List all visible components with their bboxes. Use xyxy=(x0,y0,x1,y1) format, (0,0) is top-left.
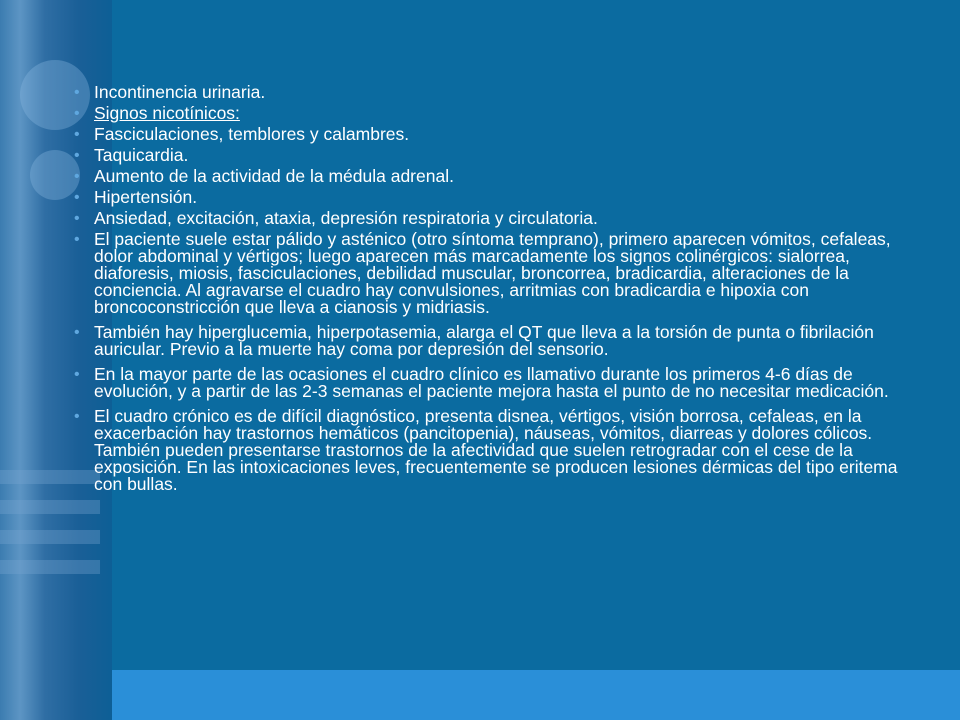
bullet-icon: • xyxy=(74,366,80,383)
item-text: El cuadro crónico es de difícil diagnóstico, presenta disnea, vértigos, visión borrosa, cefaleas, en la exacerbación hay trastornos hemáticos (pancitopenia), náuseas, vómitos, diarreas y dolores cólicos. También pueden presentarse trastornos de la afectividad que suelen retrogradar con el cese de la exposición. En las intoxicaciones leves, frecuentemente se producen lesiones dérmicas del tipo eritema con bullas. xyxy=(94,406,898,494)
section-heading: Signos nicotínicos: xyxy=(94,103,240,123)
bullet-icon: • xyxy=(74,84,80,101)
bullet-icon: • xyxy=(74,408,80,425)
list-item xyxy=(74,103,920,123)
bullet-icon: • xyxy=(74,105,80,122)
list-item xyxy=(74,322,920,359)
item-text: También hay hiperglucemia, hiperpotasemia, alarga el QT que lleva a la torsión de punta o fibrilación auricular. Previo a la muerte hay coma por depresión del sensorio. xyxy=(94,322,874,359)
bullet-icon: • xyxy=(74,231,80,248)
decorative-band xyxy=(0,500,100,514)
list-item xyxy=(74,406,920,494)
item-text: Aumento de la actividad de la médula adrenal. xyxy=(94,166,454,186)
list-item xyxy=(74,124,920,144)
slide-body xyxy=(74,82,920,501)
bullet-icon: • xyxy=(74,147,80,164)
item-text: En la mayor parte de las ocasiones el cuadro clínico es llamativo durante los primeros 4-6 días de evolución, y a partir de las 2-3 semanas el paciente mejora hasta el punto de no necesitar medicación. xyxy=(94,364,889,401)
item-text: Fasciculaciones, temblores y calambres. xyxy=(94,124,410,144)
decorative-bottom-bar xyxy=(112,670,960,720)
decorative-band xyxy=(0,470,100,484)
decorative-band xyxy=(0,560,100,574)
list-item xyxy=(74,208,920,228)
item-text: Incontinencia urinaria. xyxy=(94,82,266,102)
bullet-icon: • xyxy=(74,168,80,185)
item-text: Hipertensión. xyxy=(94,187,198,207)
list-item xyxy=(74,145,920,165)
bullet-icon: • xyxy=(74,126,80,143)
bullet-icon: • xyxy=(74,210,80,227)
item-text: El paciente suele estar pálido y asténico (otro síntoma temprano), primero aparecen vómitos, cefaleas, dolor abdominal y vértigos; luego aparecen más marcadamente los signos colinérgicos: sialorrea, diaforesis, miosis, fasciculaciones, debilidad muscular, broncorrea, bradicardia, alteraciones de la conciencia. Al agravarse el cuadro hay convulsiones, arritmias con bradicardia e hipoxia con broncoconstricción que lleva a cianosis y midriasis. xyxy=(94,229,891,317)
list-item xyxy=(74,364,920,401)
decorative-circle xyxy=(30,150,80,200)
list-item xyxy=(74,229,920,317)
bullet-icon: • xyxy=(74,189,80,206)
list-item xyxy=(74,187,920,207)
bullet-icon: • xyxy=(74,324,80,341)
list-item xyxy=(74,82,920,102)
item-text: Ansiedad, excitación, ataxia, depresión respiratoria y circulatoria. xyxy=(94,208,598,228)
decorative-band xyxy=(0,530,100,544)
list-item xyxy=(74,166,920,186)
item-text: Taquicardia. xyxy=(94,145,189,165)
